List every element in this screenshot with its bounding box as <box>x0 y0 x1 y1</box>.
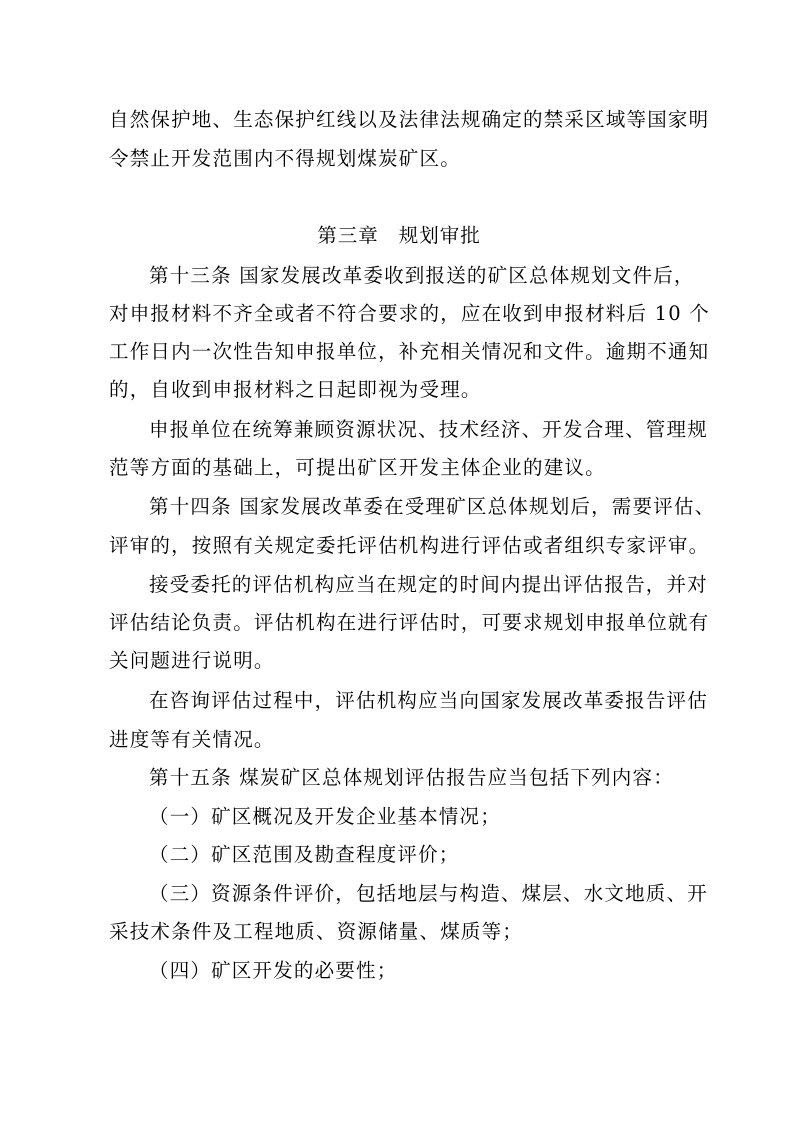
paragraph-line: 范等方面的基础上，可提出矿区开发主体企业的建议。 <box>109 456 606 479</box>
paragraph-line: 评估结论负责。评估机构在进行评估时，可要求规划申报单位就有 <box>109 611 710 634</box>
article-14-line: 第十四条 国家发展改革委在受理矿区总体规划后，需要评估、 <box>149 495 716 518</box>
paragraph-line: 工作日内一次性告知申报单位，补充相关情况和文件。逾期不通知 <box>109 340 710 363</box>
paragraph-line: 申报单位在统筹兼顾资源状况、技术经济、开发合理、管理规 <box>149 418 708 441</box>
paragraph-line: 进度等有关情况。 <box>109 728 275 751</box>
paragraph-line: 关问题进行说明。 <box>109 649 275 672</box>
paragraph-line: 的，自收到申报材料之日起即视为受理。 <box>109 378 482 401</box>
article-15-line: 第十五条 煤炭矿区总体规划评估报告应当包括下列内容： <box>149 766 674 789</box>
list-item-continuation: 采技术条件及工程地质、资源储量、煤质等； <box>109 920 524 943</box>
paragraph-line: 自然保护地、生态保护红线以及法律法规确定的禁采区域等国家明 <box>109 108 710 131</box>
paragraph-line: 在咨询评估过程中，评估机构应当向国家发展改革委报告评估 <box>149 689 708 712</box>
paragraph-line: 令禁止开发范围内不得规划煤炭矿区。 <box>109 147 461 170</box>
chapter-name: 规划审批 <box>398 224 481 247</box>
list-item: （一）矿区概况及开发企业基本情况； <box>149 805 501 828</box>
paragraph-line: 评审的，按照有关规定委托评估机构进行评估或者组织专家评审。 <box>109 534 710 557</box>
chapter-heading <box>109 216 689 256</box>
list-item: （二）矿区范围及勘查程度评价； <box>149 843 460 866</box>
paragraph-line: 对申报材料不齐全或者不符合要求的，应在收到申报材料后 10 个 <box>109 302 710 325</box>
paragraph-line: 接受委托的评估机构应当在规定的时间内提出评估报告，并对 <box>149 573 708 596</box>
list-item: （四）矿区开发的必要性； <box>149 959 398 982</box>
article-13-line: 第十三条 国家发展改革委收到报送的矿区总体规划文件后， <box>149 264 695 287</box>
list-item: （三）资源条件评价，包括地层与构造、煤层、水文地质、开 <box>149 882 708 905</box>
chapter-number: 第三章 <box>317 224 379 247</box>
